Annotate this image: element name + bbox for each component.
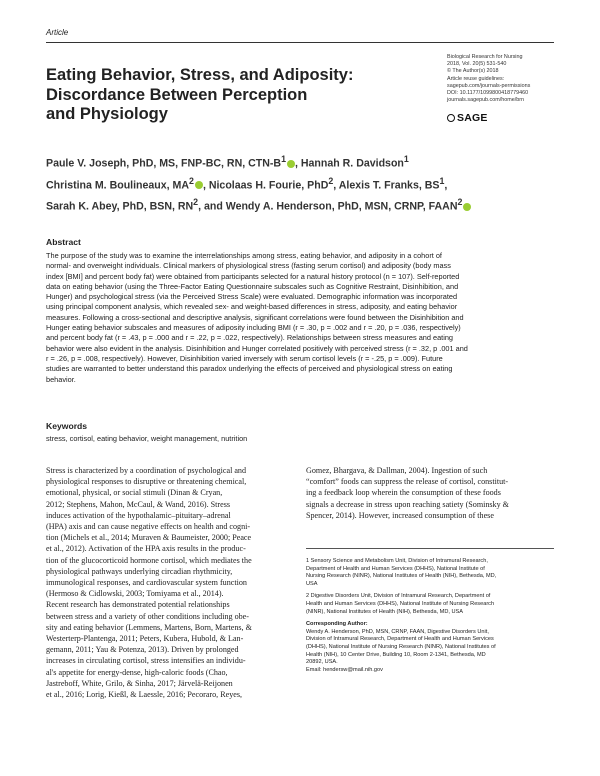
body-column-right xyxy=(306,465,556,521)
body-line: tion (Michels et al., 2014; Muraven & Baumeister, 2000; Peace xyxy=(46,533,252,543)
body-line: 2012; Stephens, Mahon, McCaul, & Wand, 2016). Stress xyxy=(46,499,230,509)
abstract-line: behavior. xyxy=(46,374,76,384)
affiliation-marker: 2 xyxy=(193,197,199,208)
author-name: , and Wendy A. Henderson, PhD, MSN, CRNP, FAAN xyxy=(198,200,458,213)
body-line: immunological responses, and cardiovascular system function xyxy=(46,578,247,588)
body-line: al's appetite for energy-dense, high-caloric foods (Chao, xyxy=(46,667,228,677)
author-line xyxy=(46,173,566,195)
body-line: ing a feedback loop wherein the consumption of these foods xyxy=(306,488,501,498)
orcid-icon[interactable] xyxy=(287,160,295,168)
body-line: (HPA) axis and can cause negative effects on health and cogni- xyxy=(46,522,251,532)
body-line: tion of the glucocorticoid hormone cortisol, which mediates the xyxy=(46,555,252,565)
footnotes xyxy=(306,558,556,674)
body-line: et al., 2016; Lorig, Kießl, & Laessle, 2016; Pecoraro, Reyes, xyxy=(46,690,243,700)
affiliation-marker: 2 xyxy=(457,197,463,208)
abstract-line: The purpose of the study was to examine the interrelationships among stress, eating behavior, and adiposity in a cohort of xyxy=(46,251,442,260)
publisher-logo xyxy=(447,112,488,124)
doi-link[interactable]: DOI: 10.1177/1099800418779460 xyxy=(447,90,529,97)
corresponding-line: 20892, USA. xyxy=(306,659,338,666)
body-line: induces activation of the hypothalamic–pituitary–adrenal xyxy=(46,510,231,520)
journal-info xyxy=(447,54,557,104)
author-line xyxy=(46,151,566,173)
affiliation-line: Health and Human Services (DHHS), National Institute of Nursing Research xyxy=(306,600,495,607)
keywords-heading: Keywords xyxy=(46,421,88,431)
body-line: between stress and a variety of other conditions including obe- xyxy=(46,611,249,621)
title-line: and Physiology xyxy=(46,105,168,123)
body-line: Recent research has demonstrated potential relationships xyxy=(46,600,230,610)
body-line: et al., 2012). Activation of the HPA axis results in the produc- xyxy=(46,544,246,554)
author-list xyxy=(46,151,566,216)
body-column-left xyxy=(46,465,296,700)
affiliation-line: USA xyxy=(306,580,318,587)
author-name: Sarah K. Abey, PhD, BSN, RN xyxy=(46,200,194,213)
body-line: signals a decrease in stress upon reaching satiety (Sominsky & xyxy=(306,499,509,509)
body-line: emotional, physical, or social stimuli (Dinan & Cryan, xyxy=(46,488,223,498)
affiliation-marker: 1 xyxy=(281,154,286,164)
title-line: Eating Behavior, Stress, and Adiposity: xyxy=(46,66,354,84)
abstract-line: measures. Following a cross-sectional and descriptive analysis, significant correlations were found between the Disinhibition and xyxy=(46,312,464,322)
body-line: Stress is characterized by a coordination of psychological and xyxy=(46,466,247,475)
affiliation-line: 1 Sensory Science and Metabolism Unit, Division of Intramural Research, xyxy=(306,558,488,564)
reuse-guidelines: Article reuse guidelines: xyxy=(447,75,505,82)
abstract-line: index [BMI] and percent body fat) were obtained from participants selected for a natural history protocol (n = 107). Self-reported xyxy=(46,271,460,281)
article-type-label: Article xyxy=(46,28,69,37)
author-separator: , xyxy=(444,179,448,192)
affiliation-marker: 2 xyxy=(189,175,194,186)
orcid-icon[interactable] xyxy=(195,181,203,189)
body-line: gemann, 2011; Yau & Potenza, 2013). Driven by prolonged xyxy=(46,645,239,655)
affiliation-line: Department of Health and Human Services (DHHS), National Institute of xyxy=(306,565,485,572)
corresponding-author-heading: Corresponding Author: xyxy=(306,621,368,628)
body-line: physiological responses to disruptive or threatening chemical, xyxy=(46,477,247,487)
footnote-rule xyxy=(306,548,554,549)
abstract-line: and percent body fat (r = .43, p = .000 and r = .22, p = .022, respectively). Relationships between stress measures and eating xyxy=(46,333,454,343)
body-line: Gomez, Bhargava, & Dallman, 2004). Ingestion of such xyxy=(306,466,488,475)
author-name: Christina M. Boulineaux, MA xyxy=(46,179,190,192)
author-name: , Nicolaas H. Fourie, PhD xyxy=(202,179,329,192)
author-line xyxy=(46,194,566,216)
body-line: physiological pathways underlying circadian rhythmicity, xyxy=(46,566,233,576)
corresponding-line: Division of Intramural Research, Department of Health and Human Services xyxy=(306,636,494,643)
abstract-line: behavior were also evident in the analysis. Disinhibition and Hunger correlated positively with perceived stress (r = .32, p .001 and xyxy=(46,343,468,353)
author-name: Paule V. Joseph, PhD, MS, FNP-BC, RN, CTN-B xyxy=(46,157,282,170)
body-line: Spencer, 2014). However, increased consumption of these xyxy=(306,510,494,520)
abstract-line: normal- and overweight individuals. Clinical markers of physiological stress (fasting serum cortisol) and adiposity (body mass xyxy=(46,261,451,271)
email-link[interactable]: Email: hendersw@mail.nih.gov xyxy=(306,666,383,673)
affiliation-marker: 2 xyxy=(328,175,334,186)
corresponding-line: (DHHS), National Institute of Nursing Research (NINR), National Institutes of xyxy=(306,643,496,650)
copyright: © The Author(s) 2018 xyxy=(447,68,499,75)
journal-home-link[interactable]: journals.sagepub.com/home/brn xyxy=(447,97,525,104)
body-line: “comfort” foods can suppress the release of cortisol, constitut- xyxy=(306,477,509,487)
header-rule xyxy=(46,42,554,43)
affiliation-line: (NINR), National Institutes of Health (NIH), Bethesda, MD, USA xyxy=(306,608,463,615)
abstract-line: r = .26, p = .008, respectively). However, Disinhibition varied inversely with serum cortisol levels (r = -.25, p = .009). Future xyxy=(46,353,443,363)
affiliation-line: 2 Digestive Disorders Unit, Division of Intramural Research, Department of xyxy=(306,593,491,600)
body-line: Westerterp-Plantenga, 2011; Peters, Kubera, Hubold, & Lan- xyxy=(46,634,244,644)
abstract-line: Hunger) and psychological stress (via the Perceived Stress Scale) were evaluated. Demographic information was incorporated xyxy=(46,292,458,302)
abstract-body xyxy=(46,251,554,385)
journal-name: Biological Research for Nursing xyxy=(447,54,523,60)
corresponding-line: Health (NIH), 10 Center Drive, Building 10, Room 2-1341, Bethesda, MD xyxy=(306,651,486,658)
publisher-name: SAGE xyxy=(457,112,488,124)
abstract-line: data on eating behavior (using the Three-Factor Eating Questionnaire subscales such as Cognitive Restraint, Disinhibition, and xyxy=(46,281,459,291)
author-name: , Alexis T. Franks, BS xyxy=(333,179,440,192)
article-title xyxy=(46,66,386,125)
abstract-line: using principal component analysis, which revealed sex- and weight-based differences in stress, adiposity, and eating behavior xyxy=(46,302,458,312)
author-name: , Hannah R. Davidson xyxy=(294,157,404,170)
body-line: sity and eating behavior (Lemmens, Martens, Born, Martens, & xyxy=(46,622,252,632)
abstract-line: Hunger eating behavior subscales and measures of adiposity including BMI (r = .30, p = .002 and r = .20, p = .036, respectively) xyxy=(46,323,461,333)
keywords-list: stress, cortisol, eating behavior, weight management, nutrition xyxy=(46,434,248,443)
affiliation-line: Nursing Research (NINR), National Institutes of Health (NIH), Bethesda, MD, xyxy=(306,573,497,580)
orcid-icon[interactable] xyxy=(463,203,471,211)
title-line: Discordance Between Perception xyxy=(46,85,308,104)
sage-logo-icon xyxy=(447,114,455,122)
body-line: increases in circulating cortisol, stress intensifies an individu- xyxy=(46,656,246,666)
abstract-heading: Abstract xyxy=(46,237,81,247)
permissions-link[interactable]: sagepub.com/journals-permissions xyxy=(447,82,531,89)
body-line: (Hermoso & Cidlowski, 2003; Tomiyama et al., 2014). xyxy=(46,589,224,599)
journal-volume: 2018, Vol. 20(5) 531-540 xyxy=(447,61,507,68)
corresponding-line: Wendy A. Henderson, PhD, MSN, CRNP, FAAN, Digestive Disorders Unit, xyxy=(306,628,489,635)
abstract-line: studies are warranted to better understand this paradox underlying the effects of perceived and physiological stress on eating xyxy=(46,364,453,374)
affiliation-marker: 1 xyxy=(439,175,445,186)
body-line: Jastreboff, White, Grilo, & Sinha, 2017; Järvelä-Reijonen xyxy=(46,678,233,688)
affiliation-marker: 1 xyxy=(403,154,409,164)
